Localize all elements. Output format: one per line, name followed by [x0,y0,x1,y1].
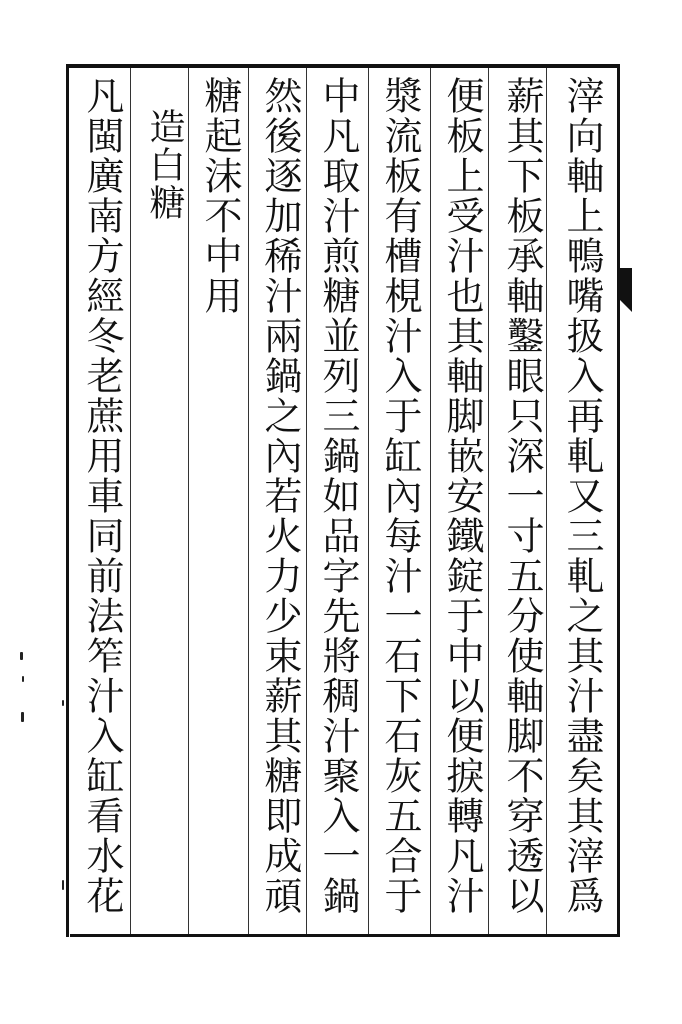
scan-speck [20,652,23,660]
column-divider [488,68,489,934]
column-divider [248,68,249,934]
column-divider [368,68,369,934]
text-column-7: 糖起沫不中用 [198,76,242,316]
frame-bottom-rule [70,934,620,937]
text-column-1: 滓向軸上鴨嘴扱入再軋又三軋之其汁盡矣其滓爲 [560,76,604,916]
text-column-2: 薪其下板承軸鑿眼只深一寸五分使軸脚不穿透以 [500,76,544,916]
scan-speck [21,712,24,722]
column-divider [430,68,431,934]
text-column-4: 漿流板有槽梘汁入于缸內每汁一石下石灰五合于 [378,76,422,916]
frame-right-rule [617,64,620,937]
text-column-5: 中凡取汁煎糖並列三鍋如品字先將稠汁聚入一鍋 [316,76,360,916]
scan-speck [62,880,64,890]
column-divider [130,68,131,934]
text-column-9: 凡閩廣南方經冬老蔗用車同前法笮汁入缸看水花 [80,76,124,916]
scan-speck [62,700,64,706]
text-column-6: 然後逐加稀汁兩鍋之內若火力少束薪其糖即成頑 [258,76,302,916]
section-heading: 造白糖 [144,108,185,222]
text-column-3: 便板上受汁也其軸脚嵌安鐵錠于中以便捩轉凡汁 [440,76,484,916]
scan-speck [22,676,24,682]
frame-top-rule [66,64,620,68]
frame-left-rule [66,64,69,937]
column-divider [306,68,307,934]
